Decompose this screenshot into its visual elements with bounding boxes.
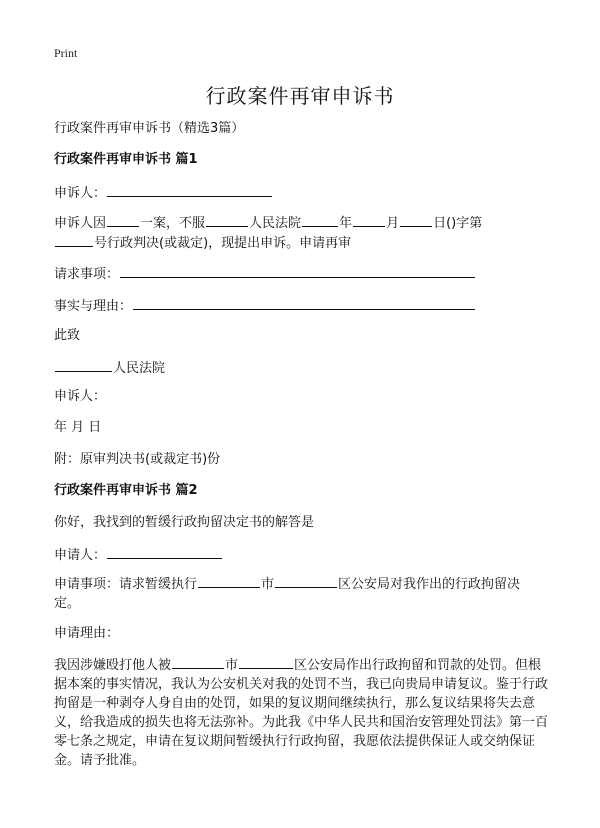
statement-text-6: 日()字第: [433, 216, 483, 231]
month-blank: [353, 214, 385, 227]
request-items-paragraph: [54, 575, 550, 613]
attachment-line: 附：原审判决书(或裁定书)份: [54, 452, 221, 467]
court-name-blank: [55, 359, 112, 372]
appellant-blank: [107, 184, 272, 197]
statement-text-3: 人民法院: [249, 216, 302, 231]
facts-blank: [133, 297, 475, 310]
body-text-1: 我因涉嫌殴打他人被: [54, 658, 172, 673]
court-line: [54, 359, 165, 377]
body-text-2: 市: [225, 658, 239, 673]
number-blank: [55, 234, 93, 247]
statement-text-1: 申诉人因: [54, 216, 107, 231]
request-label: 请求事项：: [54, 267, 120, 282]
appellant-label: 申诉人：: [54, 186, 107, 201]
items-text-2: 市: [261, 577, 275, 592]
statement-text-7: 号行政判决(或裁定)，现提出申诉。申请再审: [94, 236, 352, 251]
items-text-1: 申请事项：请求暂缓执行: [54, 577, 198, 592]
applicant-blank: [107, 546, 222, 559]
date-line: 年 月 日: [54, 420, 102, 435]
section2-intro: 你好，我找到的暂缓行政拘留决定书的解答是: [54, 515, 315, 530]
body-text-3: 区公安局作出行政拘留和罚款的处罚: [294, 658, 503, 673]
request-blank: [120, 265, 475, 278]
document-title: 行政案件再审申诉书: [205, 84, 395, 108]
appellant-line: [54, 184, 273, 202]
facts-label: 事实与理由：: [54, 299, 133, 314]
day-blank: [400, 214, 432, 227]
facts-line: [54, 297, 476, 315]
body-city-blank: [172, 656, 224, 669]
section1-heading: 行政案件再审申诉书 篇1: [54, 152, 198, 167]
statement-text-2: 一案，不服: [140, 216, 206, 231]
applicant-line: [54, 546, 223, 564]
body-district-blank: [239, 656, 293, 669]
request-line: [54, 265, 476, 283]
body-text-4: 。但根据本案的事实情况，我认为公安机关对我的处罚不当，我已向贵局申请复议。鉴于行政拘留是一种剥夺人身自由的处罚，如果的复议期间继续执行，那么复议结果将失去意义，给我造成的损失也将无法弥补。为此我《中华人民共和国治安管理处罚法》第一百零七条之规定，申请在复议期间暂缓执行行政拘留，我愿依法提供保证人或交纳保证金。请予批准。: [54, 658, 549, 768]
case-blank: [107, 214, 139, 227]
items-text-3: 区公安局对我作出的行政拘留决: [338, 577, 521, 592]
reason-label: 申请理由：: [54, 626, 120, 641]
print-label: Print: [54, 46, 78, 60]
appellant-signature-label: 申诉人：: [54, 389, 107, 404]
statement-line-1: [54, 214, 482, 232]
statement-line-2: [54, 234, 351, 252]
statement-text-5: 月: [386, 216, 400, 231]
items-city-blank: [198, 575, 260, 588]
court-suffix: 人民法院: [113, 361, 166, 376]
court-blank: [206, 214, 248, 227]
reason-body: [54, 656, 550, 770]
items-district-blank: [275, 575, 337, 588]
section2-heading: 行政案件再审申诉书 篇2: [54, 483, 198, 498]
salutation: 此致: [54, 328, 81, 343]
items-text-4: 定。: [54, 596, 81, 611]
document-subtitle: 行政案件再审申诉书（精选3篇）: [54, 121, 245, 136]
applicant-label: 申请人：: [54, 548, 107, 563]
statement-text-4: 年: [339, 216, 353, 231]
year-blank: [302, 214, 338, 227]
